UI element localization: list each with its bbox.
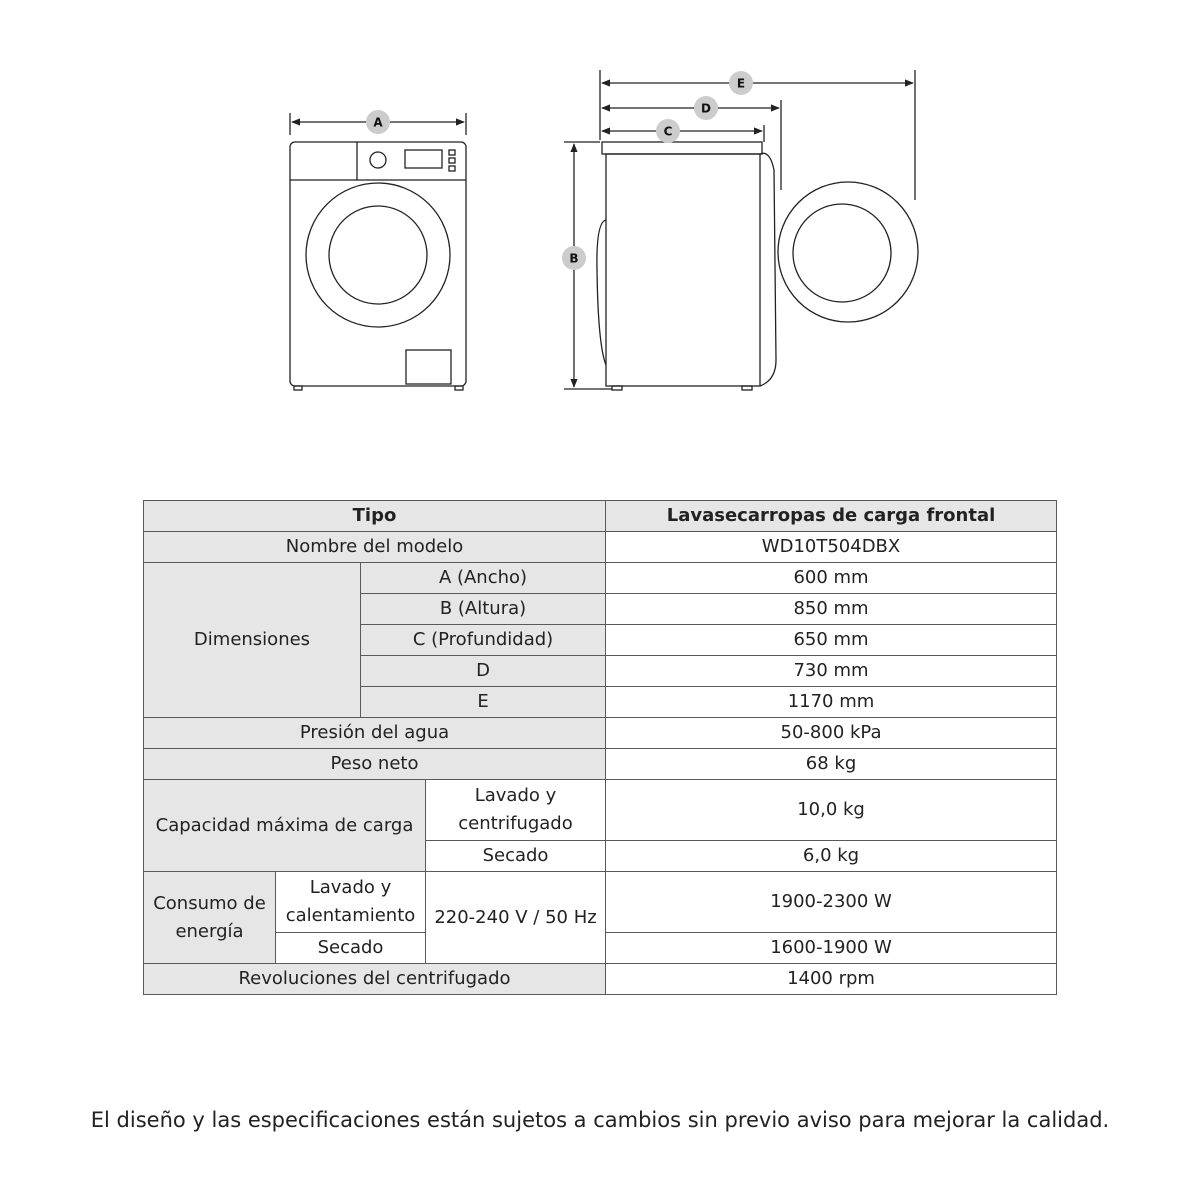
svg-text:D: D xyxy=(701,101,711,116)
dimension-diagram xyxy=(0,0,1200,480)
table-row xyxy=(144,532,1057,563)
svg-text:B: B xyxy=(569,251,579,266)
spin-label: Revoluciones del centrifugado xyxy=(144,964,606,995)
capacity-label: Capacidad máxima de carga xyxy=(144,780,426,872)
table-row xyxy=(144,563,1057,594)
dimension-c-label: C (Profundidad) xyxy=(361,625,606,656)
dimension-label-a xyxy=(366,110,390,134)
energy-dry-label: Secado xyxy=(276,933,426,964)
dimension-a-value: 600 mm xyxy=(606,563,1057,594)
table-row xyxy=(144,964,1057,995)
washer-side-view xyxy=(564,70,918,390)
dimension-d-value: 730 mm xyxy=(606,656,1057,687)
header-tipo: Tipo xyxy=(144,501,606,532)
dimension-a-label: A (Ancho) xyxy=(361,563,606,594)
footnote: El diseño y las especificaciones están sujetos a cambios sin previo aviso para mejorar la calidad. xyxy=(90,1108,1110,1132)
dimension-label-c xyxy=(656,119,680,143)
capacity-dry-value: 6,0 kg xyxy=(606,841,1057,872)
table-row xyxy=(144,718,1057,749)
dimension-label-b xyxy=(562,246,586,270)
capacity-dry-label: Secado xyxy=(426,841,606,872)
spin-value: 1400 rpm xyxy=(606,964,1057,995)
capacity-wash-value: 10,0 kg xyxy=(606,780,1057,841)
dimension-c-value: 650 mm xyxy=(606,625,1057,656)
dimension-b-label: B (Altura) xyxy=(361,594,606,625)
dimension-b-value: 850 mm xyxy=(606,594,1057,625)
model-value: WD10T504DBX xyxy=(606,532,1057,563)
svg-text:E: E xyxy=(736,76,746,91)
energy-dry-value: 1600-1900 W xyxy=(606,933,1057,964)
spec-table xyxy=(143,500,1057,995)
energy-voltage: 220-240 V / 50 Hz xyxy=(426,872,606,964)
energy-wash-label: Lavado y calentamiento xyxy=(276,872,426,933)
dimension-e-value: 1170 mm xyxy=(606,687,1057,718)
water-pressure-value: 50-800 kPa xyxy=(606,718,1057,749)
net-weight-value: 68 kg xyxy=(606,749,1057,780)
dimension-label-e xyxy=(729,71,753,95)
dimension-e-label: E xyxy=(361,687,606,718)
dimension-d-label: D xyxy=(361,656,606,687)
energy-wash-value: 1900-2300 W xyxy=(606,872,1057,933)
table-row xyxy=(144,780,1057,841)
capacity-wash-label: Lavado y centrifugado xyxy=(426,780,606,841)
dimensions-label: Dimensiones xyxy=(144,563,361,718)
energy-label: Consumo de energía xyxy=(144,872,276,964)
header-product-type: Lavasecarropas de carga frontal xyxy=(606,501,1057,532)
table-header-row xyxy=(144,501,1057,532)
svg-text:C: C xyxy=(663,124,673,139)
water-pressure-label: Presión del agua xyxy=(144,718,606,749)
dimension-label-d xyxy=(694,96,718,120)
washer-front-view xyxy=(290,113,466,390)
table-row xyxy=(144,872,1057,933)
net-weight-label: Peso neto xyxy=(144,749,606,780)
model-label: Nombre del modelo xyxy=(144,532,606,563)
svg-text:A: A xyxy=(373,115,383,130)
table-row xyxy=(144,749,1057,780)
